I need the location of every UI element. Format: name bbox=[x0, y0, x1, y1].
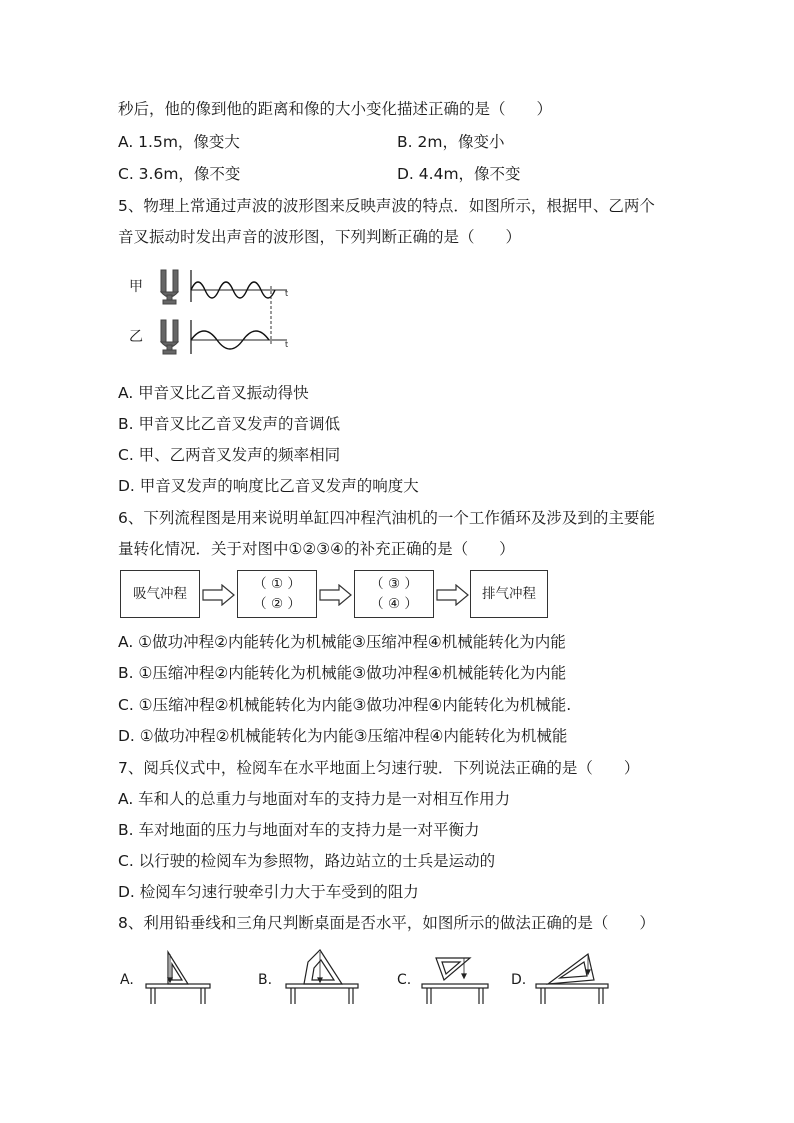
flow-box-blank-3-4 bbox=[354, 570, 434, 618]
q4-stem-continuation: 秒后，他的像到他的距离和像的大小变化描述正确的是（ ） bbox=[118, 100, 553, 118]
svg-text:t: t bbox=[285, 289, 289, 298]
q8-stem: 8、利用铅垂线和三角尺判断桌面是否水平，如图所示的做法正确的是（ ） bbox=[118, 914, 655, 932]
q7-option-a: A. 车和人的总重力与地面对车的支持力是一对相互作用力 bbox=[118, 790, 511, 808]
q6-option-a: A. ①做功冲程②内能转化为机械能③压缩冲程④机械能转化为内能 bbox=[118, 633, 566, 651]
engine-cycle-flowchart bbox=[120, 566, 550, 624]
q5-option-c: C. 甲、乙两音叉发声的频率相同 bbox=[118, 446, 341, 464]
tuning-fork-b-icon bbox=[161, 320, 178, 354]
q4-option-a: A. 1.5m，像变大 bbox=[118, 133, 240, 151]
q7-stem: 7、阅兵仪式中，检阅车在水平地面上匀速行驶．下列说法正确的是（ ） bbox=[118, 759, 640, 777]
figure-a-table-triangle bbox=[146, 952, 210, 1004]
flow-box-intake bbox=[120, 570, 200, 618]
fig-label-d: D. bbox=[511, 972, 527, 988]
q5-stem-line2: 音叉振动时发出声音的波形图，下列判断正确的是（ ） bbox=[118, 228, 522, 246]
fig-label-a: A. bbox=[120, 972, 134, 988]
svg-text:t: t bbox=[285, 340, 289, 349]
q7-option-d: D. 检阅车匀速行驶牵引力大于车受到的阻力 bbox=[118, 883, 419, 901]
q7-option-b: B. 车对地面的压力与地面对车的支持力是一对平衡力 bbox=[118, 821, 480, 839]
q4-option-b: B. 2m，像变小 bbox=[397, 133, 505, 151]
q6-option-b: B. ①压缩冲程②内能转化为机械能③做功冲程④机械能转化为内能 bbox=[118, 664, 567, 682]
figure-b-table-triangle bbox=[286, 950, 358, 1004]
q7-option-c: C. 以行驶的检阅车为参照物，路边站立的士兵是运动的 bbox=[118, 852, 496, 870]
tuning-fork-a-icon bbox=[161, 270, 178, 304]
flow-box-exhaust-label: 排气冲程 bbox=[482, 586, 536, 602]
plumb-line-figures bbox=[118, 944, 638, 1014]
blank-3: （ ③ ） bbox=[370, 576, 418, 592]
flow-box-exhaust bbox=[470, 570, 548, 618]
q6-stem-line1: 6、下列流程图是用来说明单缸四冲程汽油机的一个工作循环及涉及到的主要能 bbox=[118, 509, 655, 527]
q5-option-b: B. 甲音叉比乙音叉发声的音调低 bbox=[118, 415, 340, 433]
arrow-right-icon bbox=[436, 584, 470, 606]
arrow-right-icon bbox=[202, 584, 236, 606]
q6-stem-line2: 量转化情况．关于对图中①②③④的补充正确的是（ ） bbox=[118, 540, 515, 558]
q5-option-d: D. 甲音叉发声的响度比乙音叉发声的响度大 bbox=[118, 477, 419, 495]
q5-option-a: A. 甲音叉比乙音叉振动得快 bbox=[118, 384, 309, 402]
figure-label-jia: 甲 bbox=[129, 279, 143, 295]
blank-4: （ ④ ） bbox=[370, 596, 418, 612]
figure-label-yi: 乙 bbox=[129, 329, 143, 345]
flow-box-blank-1-2 bbox=[237, 570, 317, 618]
q6-option-d: D. ①做功冲程②机械能转化为内能③压缩冲程④内能转化为机械能 bbox=[118, 727, 568, 745]
blank-1: （ ① ） bbox=[253, 576, 301, 592]
arrow-right-icon bbox=[319, 584, 353, 606]
q5-stem-line1: 5、物理上常通过声波的波形图来反映声波的特点．如图所示，根据甲、乙两个 bbox=[118, 197, 655, 215]
q4-option-d: D. 4.4m，像不变 bbox=[397, 165, 521, 183]
blank-2: （ ② ） bbox=[253, 596, 301, 612]
figure-d-table-triangle bbox=[536, 954, 608, 1004]
fig-label-c: C. bbox=[397, 972, 412, 988]
q4-option-c: C. 3.6m，像不变 bbox=[118, 165, 241, 183]
figure-c-table-triangle bbox=[422, 958, 488, 1004]
flow-box-intake-label: 吸气冲程 bbox=[133, 586, 187, 602]
tuning-fork-waveform-figure bbox=[125, 262, 305, 362]
q6-option-c: C. ①压缩冲程②机械能转化为内能③做功冲程④内能转化为机械能. bbox=[118, 696, 572, 714]
fig-label-b: B. bbox=[258, 972, 273, 988]
